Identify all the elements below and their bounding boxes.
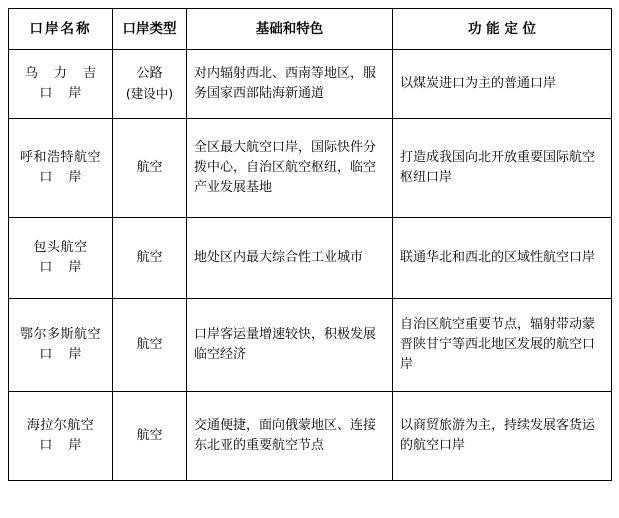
port-type-main: 航空 <box>136 159 163 175</box>
cell-basis-features: 全区最大航空口岸，国际快件分拨中心，自治区航空枢纽，临空产业发展基地 <box>187 119 393 218</box>
table-header-row <box>9 9 612 50</box>
port-name-line-2: 口 岸 <box>39 86 88 101</box>
column-header-basis-features: 基础和特色 <box>187 9 393 50</box>
cell-port-type <box>113 392 187 481</box>
cell-port-type <box>113 119 187 218</box>
table-row <box>9 50 612 119</box>
cell-function-position: 以煤炭进口为主的普通口岸 <box>393 50 612 119</box>
table-row <box>9 119 612 218</box>
port-information-table <box>8 8 612 481</box>
port-name-line-2: 口 岸 <box>39 170 88 185</box>
table-row <box>9 299 612 392</box>
port-name-line-1: 乌 力 吉 <box>24 65 103 81</box>
port-name-line-1: 呼和浩特航空 <box>19 149 101 165</box>
cell-port-name <box>9 299 113 392</box>
cell-function-position: 自治区航空重要节点，辐射带动蒙晋陕甘宁等西北地区发展的航空口岸 <box>393 299 612 392</box>
cell-port-name <box>9 218 113 299</box>
cell-port-type <box>113 50 187 119</box>
table-header <box>9 9 612 50</box>
column-header-port-type: 口岸类型 <box>113 9 187 50</box>
port-name-line-1: 鄂尔多斯航空 <box>19 326 101 342</box>
port-name-line-2: 口 岸 <box>39 260 88 275</box>
cell-basis-features: 交通便捷，面向俄蒙地区、连接东北亚的重要航空节点 <box>187 392 393 481</box>
cell-function-position: 联通华北和西北的区域性航空口岸 <box>393 218 612 299</box>
column-header-function-position: 功 能 定 位 <box>393 9 612 50</box>
cell-port-type <box>113 299 187 392</box>
cell-port-type <box>113 218 187 299</box>
port-name-line-2: 口 岸 <box>39 347 88 362</box>
cell-basis-features: 地处区内最大综合性工业城市 <box>187 218 393 299</box>
cell-basis-features: 口岸客运量增速较快，积极发展临空经济 <box>187 299 393 392</box>
port-type-main: 航空 <box>136 249 163 265</box>
table-body <box>9 50 612 481</box>
port-name-line-2: 口 岸 <box>39 438 88 453</box>
table-row <box>9 392 612 481</box>
cell-basis-features: 对内辐射西北、西南等地区，服务国家西部陆海新通道 <box>187 50 393 119</box>
port-type-sub: (建设中) <box>125 86 174 102</box>
port-name-line-1: 包头航空 <box>33 239 88 255</box>
column-header-port-name: 口岸名称 <box>9 9 113 50</box>
cell-function-position: 以商贸旅游为主，持续发展客货运的航空口岸 <box>393 392 612 481</box>
port-type-main: 公路 <box>136 66 163 82</box>
cell-port-name <box>9 392 113 481</box>
port-type-main: 航空 <box>136 336 163 352</box>
port-name-line-1: 海拉尔航空 <box>26 417 95 433</box>
port-type-main: 航空 <box>136 427 163 443</box>
cell-function-position: 打造成我国向北开放重要国际航空枢纽口岸 <box>393 119 612 218</box>
table-row <box>9 218 612 299</box>
cell-port-name <box>9 50 113 119</box>
cell-port-name <box>9 119 113 218</box>
